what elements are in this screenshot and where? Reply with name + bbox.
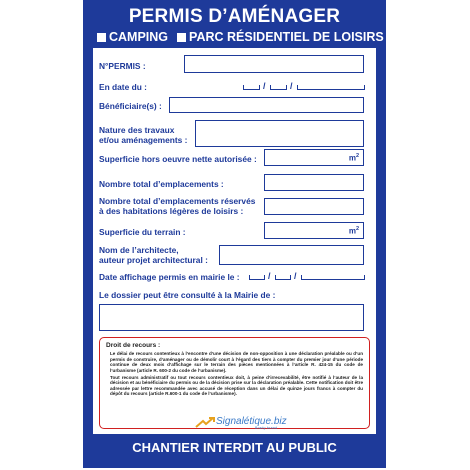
brand-name: Signalétique.biz	[216, 416, 287, 427]
sign-title: PERMIS D’AMÉNAGER	[128, 6, 341, 27]
field-terrain	[264, 222, 364, 239]
field-beneficiaire	[169, 97, 364, 113]
slash: /	[268, 271, 271, 281]
label-affichage: Date affichage permis en mairie le :	[99, 272, 240, 282]
slash: /	[263, 81, 266, 91]
sign-footer: CHANTIER INTERDIT AU PUBLIC	[132, 440, 337, 455]
label-beneficiaire: Bénéficiaire(s) :	[99, 101, 162, 111]
field-nature	[195, 120, 364, 147]
slot-day	[249, 275, 265, 280]
form-panel	[93, 48, 376, 434]
option-prl: PARC RÉSIDENTIEL DE LOISIRS	[189, 30, 384, 44]
slot-year	[301, 275, 365, 280]
checkbox-camping	[97, 33, 106, 42]
field-permis	[184, 55, 364, 73]
label-date: En date du :	[99, 82, 147, 92]
field-emplacements-loisirs	[264, 198, 364, 215]
label-terrain: Superficie du terrain :	[99, 227, 186, 237]
option-camping: CAMPING	[109, 30, 169, 44]
slot-month	[275, 275, 291, 280]
slot-year	[297, 85, 365, 90]
brand-sub: Brady brand	[255, 426, 278, 430]
permit-sign	[83, 0, 386, 468]
label-emplacements-loisirs: Nombre total d’emplacements réservés à des habitations légères de loisirs :	[99, 196, 256, 216]
label-architecte: Nom de l’architecte, auteur projet architectural :	[99, 245, 208, 265]
slot-day	[243, 85, 260, 90]
date-slots	[243, 81, 365, 90]
brand-arrow-icon	[195, 417, 215, 429]
affichage-date-slots	[249, 271, 365, 280]
label-dossier: Le dossier peut être consulté à la Mairie de :	[99, 290, 276, 300]
field-emplacements	[264, 174, 364, 191]
recours-title: Droit de recours :	[106, 342, 161, 349]
unit-m2: $m^2$	[348, 153, 359, 163]
label-permis: N°PERMIS :	[99, 61, 146, 71]
recours-paragraph: Le délai de recours contentieux à l’encontre d’une décision de non-opposition à une déclaration préalable ou d’un permis de construire, d’aménager ou de démolir court à l’égard des tiers à compter du premier jour d’une période continue de deux mois d’affichage sur le terrain des pièces mentionnées à l’article R. 424-15 du code de l’urbanisme (article R. 600-2 du code de l’urbanisme).	[110, 351, 363, 373]
slot-month	[270, 85, 287, 90]
label-nature: Nature des travaux et/ou aménagements :	[99, 125, 188, 145]
label-emplacements: Nombre total d’emplacements :	[99, 179, 224, 189]
field-architecte	[219, 245, 364, 265]
checkbox-prl	[177, 33, 186, 42]
sign-subtitle	[97, 30, 382, 44]
field-dossier	[99, 304, 364, 331]
recours-paragraph: Tout recours administratif ou tout recours contentieux doit, à peine d’irrecevabilité, être notifié à l’auteur de la décision et au bénéficiaire du permis ou de la décision prise sur la déclaration préalable. Cette notification doit être adressée par lettre recommandée avec accusé de réception dans un délai de quinze jours francs à compter du dépôt du recours (article R.600-1 du code de l’urbanisme).	[110, 374, 363, 396]
slash: /	[290, 81, 293, 91]
label-superficie: Superficie hors oeuvre nette autorisée :	[99, 154, 257, 164]
unit-m2: $m^2$	[348, 226, 359, 236]
slash: /	[294, 271, 297, 281]
recours-text	[110, 351, 363, 398]
field-superficie	[264, 149, 364, 166]
